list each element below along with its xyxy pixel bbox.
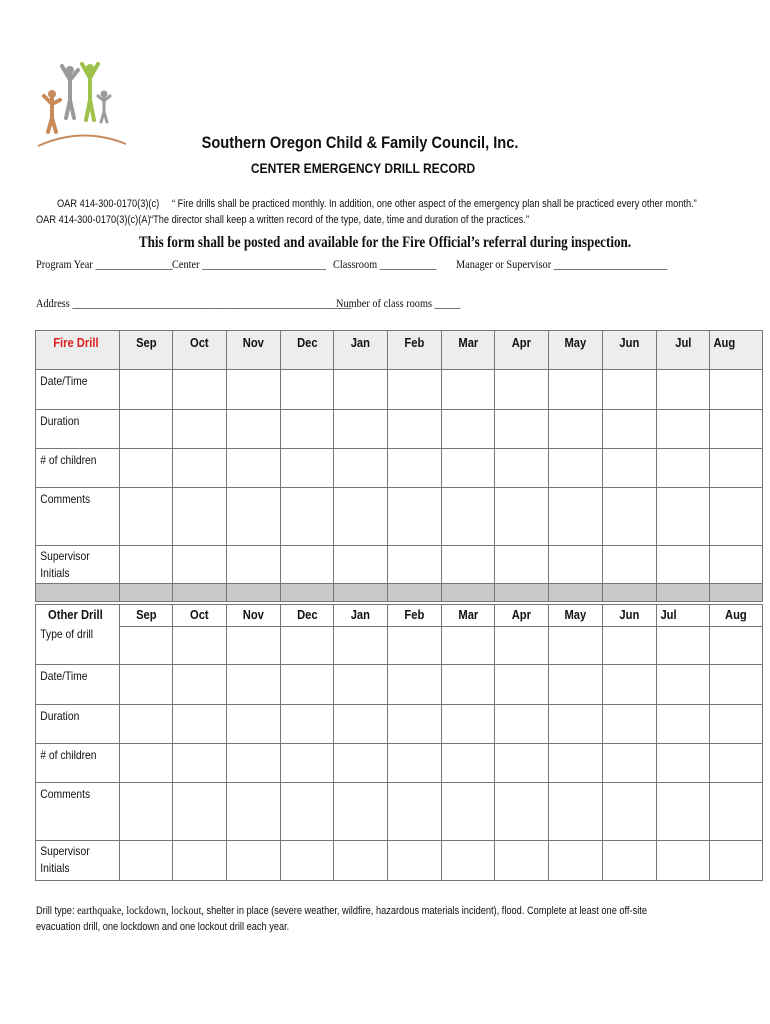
entry-cell[interactable] [549,488,603,546]
entry-cell[interactable] [656,665,710,705]
entry-cell[interactable] [334,744,388,783]
entry-cell[interactable] [495,546,549,584]
month-header: Dec [280,331,334,370]
entry-cell[interactable] [388,546,442,584]
entry-cell[interactable] [280,410,334,449]
entry-cell[interactable] [119,488,173,546]
entry-cell[interactable] [656,705,710,744]
entry-cell[interactable] [334,410,388,449]
entry-cell[interactable] [119,449,173,488]
fire-drill-label-cell [36,331,120,370]
separator-cell [119,584,173,602]
entry-cell[interactable] [280,744,334,783]
entry-cell[interactable] [334,449,388,488]
table-row [36,627,763,665]
separator-cell [280,584,334,602]
entry-cell[interactable] [495,744,549,783]
entry-cell[interactable] [280,488,334,546]
row-label-cell: # of children [36,744,120,783]
entry-cell[interactable] [495,410,549,449]
entry-cell[interactable] [710,665,763,705]
entry-cell[interactable] [280,546,334,584]
entry-cell[interactable] [549,744,603,783]
entry-cell[interactable] [173,370,227,410]
entry-cell[interactable] [441,627,495,665]
row-label-cell: Comments [36,488,120,546]
month-header: Mar [441,331,495,370]
entry-cell[interactable] [388,783,442,841]
entry-cell[interactable] [710,783,763,841]
entry-cell[interactable] [280,705,334,744]
entry-cell[interactable] [441,370,495,410]
entry-cell[interactable] [602,744,656,783]
row-label-cell: Type of drill [36,627,120,665]
entry-cell[interactable] [441,705,495,744]
table-row [36,744,763,783]
entry-cell[interactable] [173,449,227,488]
address-field[interactable]: Address ______________________________________________________ [36,296,352,310]
entry-cell[interactable] [388,744,442,783]
separator-cell [173,584,227,602]
table-row [36,546,763,584]
month-header: Sep [119,331,173,370]
drill-type-footnote [36,902,658,935]
entry-cell[interactable] [280,783,334,841]
oar-code-1: OAR 414-300-0170(3)(c) [57,198,160,210]
entry-cell[interactable] [119,410,173,449]
entry-cell[interactable] [602,627,656,665]
entry-cell[interactable] [227,546,281,584]
footnote-prefix: Drill type: [36,905,75,917]
entry-cell[interactable] [173,410,227,449]
month-header: Oct [173,331,227,370]
month-header: Mar [441,605,495,627]
entry-cell[interactable] [227,665,281,705]
entry-cell[interactable] [334,841,388,881]
entry-cell[interactable] [119,370,173,410]
entry-cell[interactable] [495,783,549,841]
entry-cell[interactable] [602,488,656,546]
entry-cell[interactable] [495,488,549,546]
entry-cell[interactable] [549,546,603,584]
month-header: Jul [656,331,710,370]
separator-cell [549,584,603,602]
month-header: Jun [602,605,656,627]
entry-cell[interactable] [227,705,281,744]
entry-cell[interactable] [334,546,388,584]
entry-cell[interactable] [227,627,281,665]
entry-cell[interactable] [119,783,173,841]
row-label-cell: Supervisor Initials [36,841,120,881]
month-header: Jun [602,331,656,370]
separator-cell [656,584,710,602]
month-header: Apr [495,331,549,370]
entry-cell[interactable] [495,665,549,705]
table-row [36,370,763,410]
program-year-field[interactable]: Program Year _______________ [36,257,173,271]
entry-cell[interactable] [119,841,173,881]
entry-cell[interactable] [656,370,710,410]
entry-cell[interactable] [495,705,549,744]
entry-cell[interactable] [549,370,603,410]
classroom-field[interactable]: Classroom ___________ [333,257,437,271]
entry-cell[interactable] [495,449,549,488]
entry-cell[interactable] [549,841,603,881]
entry-cell[interactable] [602,410,656,449]
entry-cell[interactable] [441,783,495,841]
entry-cell[interactable] [710,488,763,546]
organization-name: Southern Oregon Child & Family Council, Inc. [201,133,519,152]
entry-cell[interactable] [334,705,388,744]
class-rooms-field[interactable]: Number of class rooms _____ [336,296,461,310]
month-header: Feb [388,331,442,370]
entry-cell[interactable] [334,370,388,410]
month-header: Feb [388,605,442,627]
oar-text-1: “ Fire drills shall be practiced monthly. In addition, one other aspect of the emergency plan shall be practiced every other month.” [172,198,697,210]
month-header: Nov [227,331,281,370]
entry-cell[interactable] [656,783,710,841]
entry-cell[interactable] [280,841,334,881]
other-drill-header-row [36,605,763,627]
fire-drill-header-row [36,331,763,370]
oar-text-2: “The director shall keep a written record of the type, date, time and duration of the practices.” [150,214,530,226]
month-header: Jan [334,605,388,627]
entry-cell[interactable] [602,665,656,705]
row-label-cell: Date/Time [36,370,120,410]
entry-cell[interactable] [388,627,442,665]
other-drill-label-cell [36,605,120,627]
table-row [36,841,763,881]
entry-cell[interactable] [227,841,281,881]
entry-cell[interactable] [334,488,388,546]
center-field[interactable]: Center ________________________ [172,257,326,271]
entry-cell[interactable] [656,488,710,546]
entry-cell[interactable] [441,488,495,546]
entry-cell[interactable] [173,546,227,584]
entry-cell[interactable] [441,410,495,449]
month-header: Oct [173,605,227,627]
row-label-cell: Comments [36,783,120,841]
row-label-cell: Duration [36,410,120,449]
entry-cell[interactable] [227,449,281,488]
entry-cell[interactable] [388,841,442,881]
table-row [36,665,763,705]
entry-cell[interactable] [119,705,173,744]
entry-cell[interactable] [119,546,173,584]
entry-cell[interactable] [388,370,442,410]
entry-cell[interactable] [710,841,763,881]
table-row [36,410,763,449]
entry-cell[interactable] [602,370,656,410]
separator-cell [495,584,549,602]
footnote-text: shelter in place (severe weather, wildfire, hazardous materials incident), flood. Complete at least one off-site evacuation drill, one lockdown and one lockout drill each year. [36,905,647,933]
month-header: Jan [334,331,388,370]
entry-cell[interactable] [227,410,281,449]
entry-cell[interactable] [549,410,603,449]
entry-cell[interactable] [602,841,656,881]
entry-cell[interactable] [549,627,603,665]
entry-cell[interactable] [495,370,549,410]
entry-cell[interactable] [388,410,442,449]
entry-cell[interactable] [388,449,442,488]
fire-drill-table [35,330,763,602]
month-header: May [549,331,603,370]
entry-cell[interactable] [441,665,495,705]
entry-cell[interactable] [549,705,603,744]
entry-cell[interactable] [495,841,549,881]
other-drill-label: Other Drill [48,607,103,622]
entry-cell[interactable] [710,546,763,584]
row-label-cell: Supervisor Initials [36,546,120,584]
month-header: Nov [227,605,281,627]
entry-cell[interactable] [173,627,227,665]
entry-cell[interactable] [119,665,173,705]
entry-cell[interactable] [710,370,763,410]
separator-row [36,584,763,602]
entry-cell[interactable] [710,449,763,488]
entry-cell[interactable] [227,370,281,410]
month-header: Aug [710,605,763,627]
entry-cell[interactable] [227,488,281,546]
form-title: CENTER EMERGENCY DRILL RECORD [250,160,476,176]
entry-cell[interactable] [173,783,227,841]
entry-cell[interactable] [173,488,227,546]
separator-cell [388,584,442,602]
entry-cell[interactable] [280,370,334,410]
oar-code-2: OAR 414-300-0170(3)(c)(A) [36,214,151,226]
entry-cell[interactable] [602,705,656,744]
entry-cell[interactable] [656,410,710,449]
entry-cell[interactable] [656,841,710,881]
separator-cell [710,584,763,602]
month-header: Dec [280,605,334,627]
entry-cell[interactable] [441,449,495,488]
entry-cell[interactable] [441,841,495,881]
entry-cell[interactable] [388,705,442,744]
entry-cell[interactable] [549,665,603,705]
month-header: Sep [119,605,173,627]
month-header: May [549,605,603,627]
entry-cell[interactable] [334,665,388,705]
entry-cell[interactable] [388,665,442,705]
entry-cell[interactable] [173,705,227,744]
month-header: Apr [495,605,549,627]
other-drill-table [35,604,763,881]
separator-cell [441,584,495,602]
entry-cell[interactable] [173,665,227,705]
entry-cell[interactable] [710,410,763,449]
month-header: Aug [710,331,763,370]
entry-cell[interactable] [227,744,281,783]
entry-cell[interactable] [441,546,495,584]
entry-cell[interactable] [441,744,495,783]
row-label-cell: Date/Time [36,665,120,705]
entry-cell[interactable] [388,488,442,546]
entry-cell[interactable] [710,627,763,665]
table-row [36,449,763,488]
row-label-cell: # of children [36,449,120,488]
entry-cell[interactable] [173,841,227,881]
entry-cell[interactable] [334,627,388,665]
entry-cell[interactable] [710,744,763,783]
entry-cell[interactable] [280,627,334,665]
entry-cell[interactable] [495,627,549,665]
month-header: Jul [656,605,710,627]
entry-cell[interactable] [656,744,710,783]
posting-notice: This form shall be posted and available for the Fire Official’s referral during inspection. [138,234,632,251]
entry-cell[interactable] [119,744,173,783]
row-label-cell: Duration [36,705,120,744]
fire-drill-label: Fire Drill [53,335,99,350]
entry-cell[interactable] [710,705,763,744]
entry-cell[interactable] [602,449,656,488]
entry-cell[interactable] [334,783,388,841]
entry-cell[interactable] [602,546,656,584]
entry-cell[interactable] [656,546,710,584]
entry-cell[interactable] [549,783,603,841]
entry-cell[interactable] [656,627,710,665]
entry-cell[interactable] [280,665,334,705]
entry-cell[interactable] [280,449,334,488]
entry-cell[interactable] [656,449,710,488]
entry-cell[interactable] [549,449,603,488]
separator-cell [602,584,656,602]
manager-field[interactable]: Manager or Supervisor ______________________ [456,257,668,271]
separator-cell [334,584,388,602]
table-row [36,488,763,546]
table-row [36,705,763,744]
entry-cell[interactable] [173,744,227,783]
table-row [36,783,763,841]
separator-cell [36,584,120,602]
separator-cell [227,584,281,602]
entry-cell[interactable] [227,783,281,841]
entry-cell[interactable] [602,783,656,841]
footnote-drill-types: earthquake, lockdown, lockout, [77,903,204,917]
entry-cell[interactable] [119,627,173,665]
